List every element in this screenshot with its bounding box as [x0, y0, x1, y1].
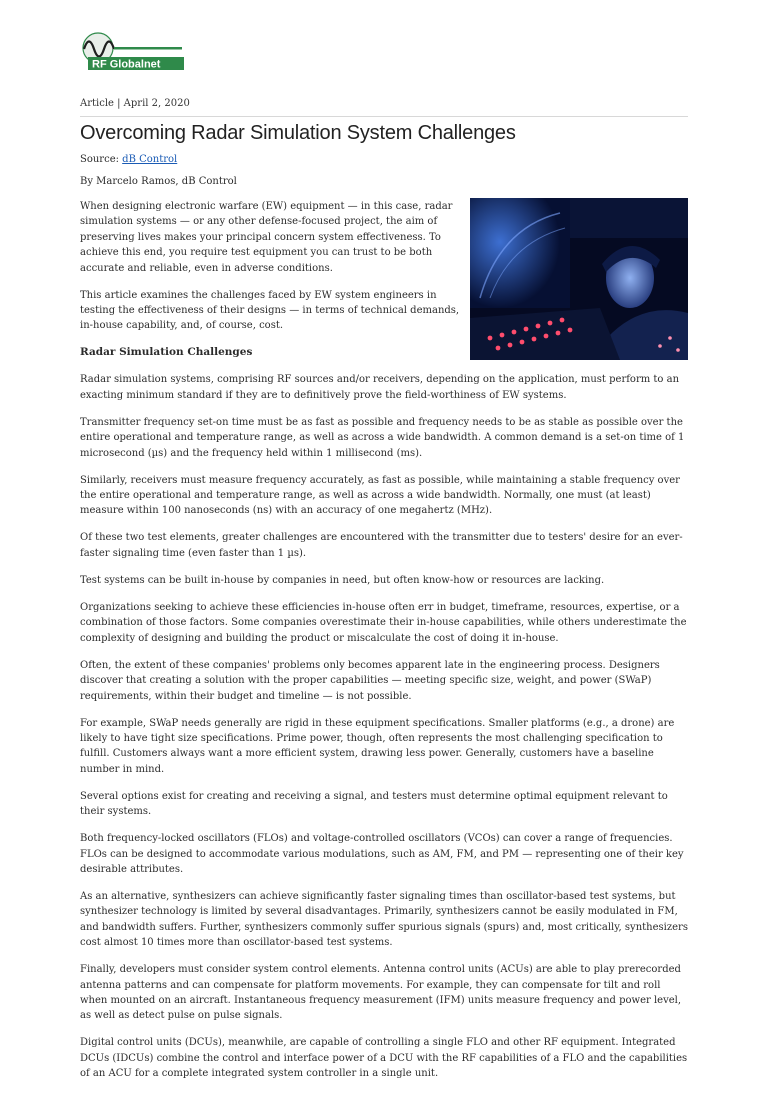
paragraph: Finally, developers must consider system control elements. Antenna control units (ACUs) are able to play prerecorded antenna patterns and can compensate for platform movements. For example, they can compensate for tilt and roll when mounted on an aircraft. Instantaneous frequency measurement (IFM) units measure frequency and power level, as well as detect pulse on pulse signals.	[80, 964, 682, 1022]
paragraph: Of these two test elements, greater challenges are encountered with the transmitter due to testers' desire for an ever-faster signaling time (even faster than 1 µs).	[80, 532, 683, 559]
source-link[interactable]: dB Control	[122, 154, 178, 165]
article-meta: Article | April 2, 2020	[80, 98, 190, 109]
paragraph: Digital control units (DCUs), meanwhile, are capable of controlling a single FLO and other RF equipment. Integrated DCUs (IDCUs) combine the control and interface power of a DCU with the RF capabilities of a FLO and the capabilities of an ACU for a complete integrated system controller in a single unit.	[80, 1037, 688, 1080]
paragraph: Organizations seeking to achieve these efficiencies in-house often err in budget, timeframe, resources, expertise, or a combination of those factors. Some companies overestimate their in-house capabilities, while others underestimate the complexity of designing and building the product or miscalculate the cost of doing it in-house.	[80, 601, 687, 644]
article-title: Overcoming Radar Simulation System Challenges	[80, 122, 516, 144]
article-byline: By Marcelo Ramos, dB Control	[80, 176, 237, 187]
paragraph: Several options exist for creating and receiving a signal, and testers must determine optimal equipment relevant to their systems.	[80, 790, 668, 818]
article-body	[80, 199, 690, 1093]
paragraph: Transmitter frequency set-on time must be as fast as possible and frequency needs to be as stable as possible over the entire operational and temperature range, as well as across a wide bandwidth. A common demand is a set-on time of 1 microsecond (µs) and the frequency held within 1 millisecond (ms).	[80, 416, 685, 459]
paragraph: This article examines the challenges faced by EW system engineers in testing the effectiveness of their designs — in terms of technical demands, in-house capability, and, of course, cost.	[80, 289, 460, 332]
paragraph: For example, SWaP needs generally are rigid in these equipment specifications. Smaller platforms (e.g., a drone) are likely to have tight size specifications. Prime power, though, often represents the most challenging specification to fulfill. Customers always want a more efficient system, drawing less power. Generally, customers have a baseline number in mind.	[80, 717, 675, 775]
section-heading: Radar Simulation Challenges	[80, 346, 253, 359]
paragraph: Radar simulation systems, comprising RF sources and/or receivers, depending on the application, must perform to an exacting minimum standard if they are to definitively prove the field-worthiness of EW systems.	[80, 374, 680, 401]
paragraph: As an alternative, synthesizers can achieve significantly faster signaling times than oscillator-based test systems, but synthesizer technology is limited by several disadvantages. Primarily, synthesizers cannot be easily modulated in FM, and bandwidth suffers. Further, synthesizers commonly suffer spurious signals (spurs) and, most critically, synthesizers cost almost 10 times more than oscillator-based test systems.	[80, 890, 688, 949]
divider	[80, 116, 688, 117]
paragraph: When designing electronic warfare (EW) equipment — in this case, radar simulation systems — or any other defense-focused project, the aim of preserving lives makes your principal concern system effectiveness. To achieve this end, you require test equipment you can trust to be both accurate and reliable, even in adverse conditions.	[80, 201, 453, 274]
paragraph: Test systems can be built in-house by companies in need, but often know-how or resources are lacking.	[80, 574, 605, 586]
rf-globalnet-logo[interactable]	[80, 30, 190, 75]
paragraph: Similarly, receivers must measure frequency accurately, as fast as possible, while maintaining a stable frequency over the entire operational and temperature range, as well as across a wide bandwidth. Normally, one must (at least) measure within 100 nanoseconds (ns) with an accuracy of one megahertz (MHz).	[80, 474, 680, 517]
source-label: Source:	[80, 154, 123, 165]
paragraph: Both frequency-locked oscillators (FLOs) and voltage-controlled oscillators (VCOs) can cover a range of frequencies. FLOs can be designed to accommodate various modulations, such as AM, FM, and PM — representing one of their key desirable attributes.	[80, 833, 684, 875]
svg-text:RF Globalnet: RF Globalnet	[92, 58, 161, 71]
article-source	[80, 154, 177, 165]
paragraph: Often, the extent of these companies' problems only becomes apparent late in the engineering process. Designers discover that creating a solution with the proper capabilities — meeting specific size, weight, and power (SWaP) requirements, within their budget and timeline — is not possible.	[80, 659, 660, 702]
